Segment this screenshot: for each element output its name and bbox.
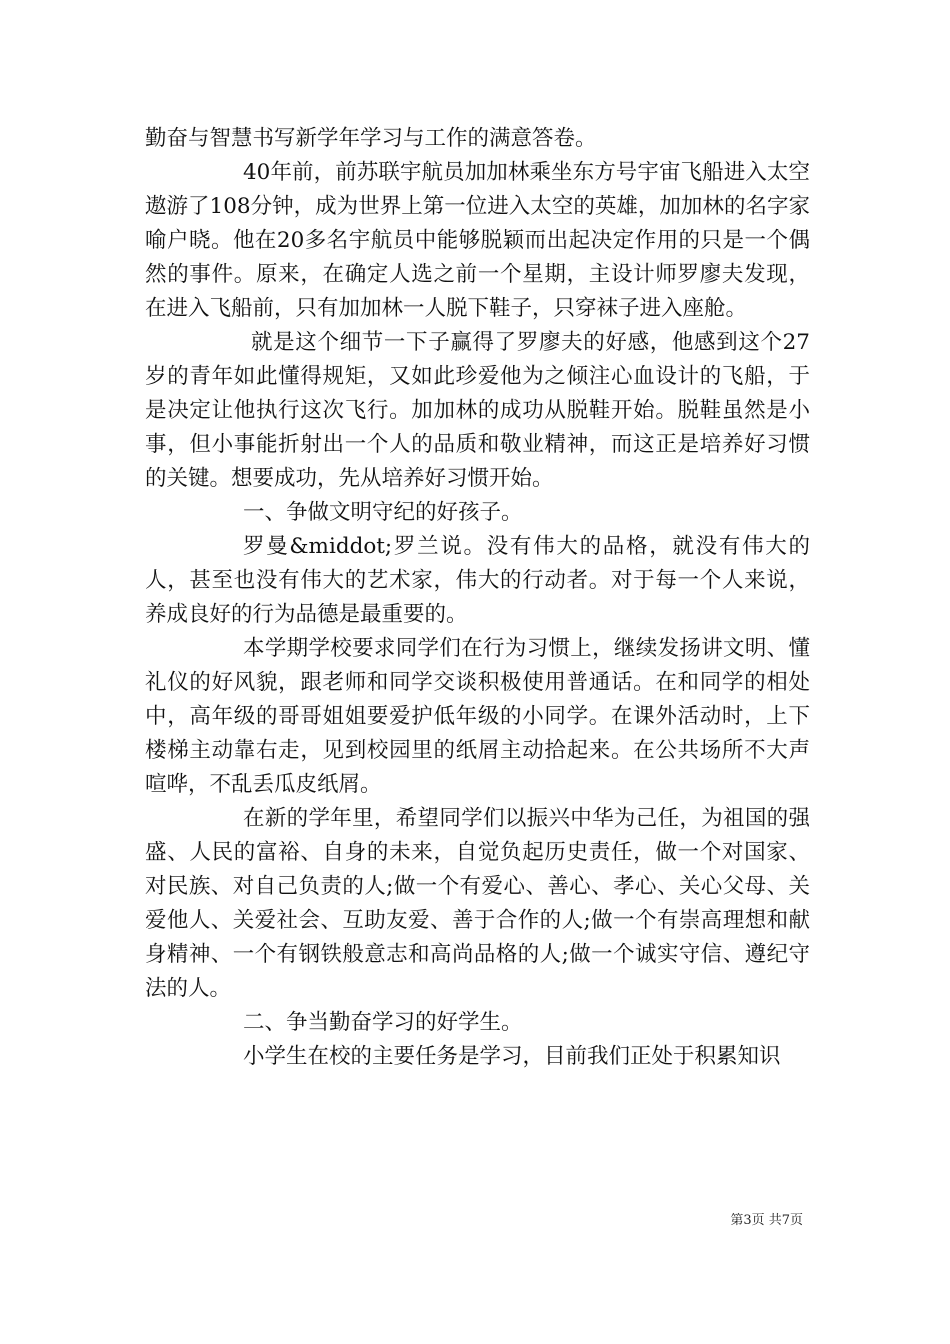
section-heading-diligent-study: 二、争当勤奋学习的好学生。 <box>243 1010 523 1035</box>
paragraph-main-task: 小学生在校的主要任务是学习，目前我们正处于积累知识 <box>243 1044 781 1069</box>
paragraph-detail-lesson: 就是这个细节一下子赢得了罗廖夫的好感，他感到这个27岁的青年如此懂得规矩，又如此珍爱他为之倾注心血设计的飞船，于是决定让他执行这次飞行。加加林的成功从脱鞋开始。脱鞋虽然是小事，但小事能折射出一个人的品质和敬业精神，而这正是培养好习惯的关键。想要成功，先从培养好习惯开始。 <box>145 330 810 491</box>
paragraph-new-school-year: 在新的学年里，希望同学们以振兴中华为己任，为祖国的强盛、人民的富裕、自身的未来，自觉负起历史责任，做一个对国家、对民族、对自己负责的人;做一个有爱心、善心、孝心、关心父母、关爱他人、关爱社会、互助友爱、善于合作的人;做一个有崇高理想和献身精神、一个有钢铁般意志和高尚品格的人;做一个诚实守信、遵纪守法的人。 <box>145 806 810 1001</box>
paragraph-continuation: 勤奋与智慧书写新学年学习与工作的满意答卷。 <box>145 126 597 151</box>
page-number-footer: 第3页 共7页 <box>730 1213 803 1228</box>
paragraph-school-requirements: 本学期学校要求同学们在行为习惯上，继续发扬讲文明、懂礼仪的好风貌，跟老师和同学交谈积极使用普通话。在和同学的相处中，高年级的哥哥姐姐要爱护低年级的小同学。在课外活动时，上下楼梯主动靠右走，见到校园里的纸屑主动拾起来。在公共场所不大声喧哗，不乱丢瓜皮纸屑。 <box>145 636 810 797</box>
paragraph-romain-rolland-quote: 罗曼&middot;罗兰说。没有伟大的品格，就没有伟大的人，甚至也没有伟大的艺术家，伟大的行动者。对于每一个人来说，养成良好的行为品德是最重要的。 <box>145 534 810 627</box>
section-heading-civility: 一、争做文明守纪的好孩子。 <box>243 500 523 525</box>
document-body <box>145 122 810 1074</box>
paragraph-gagarin-story: 40年前，前苏联宇航员加加林乘坐东方号宇宙飞船进入太空遨游了108分钟，成为世界上第一位进入太空的英雄，加加林的名字家喻户晓。他在20多名宇航员中能够脱颖而出起决定作用的只是一个偶然的事件。原来，在确定人选之前一个星期，主设计师罗廖夫发现，在进入飞船前，只有加加林一人脱下鞋子，只穿袜子进入座舱。 <box>145 160 810 321</box>
